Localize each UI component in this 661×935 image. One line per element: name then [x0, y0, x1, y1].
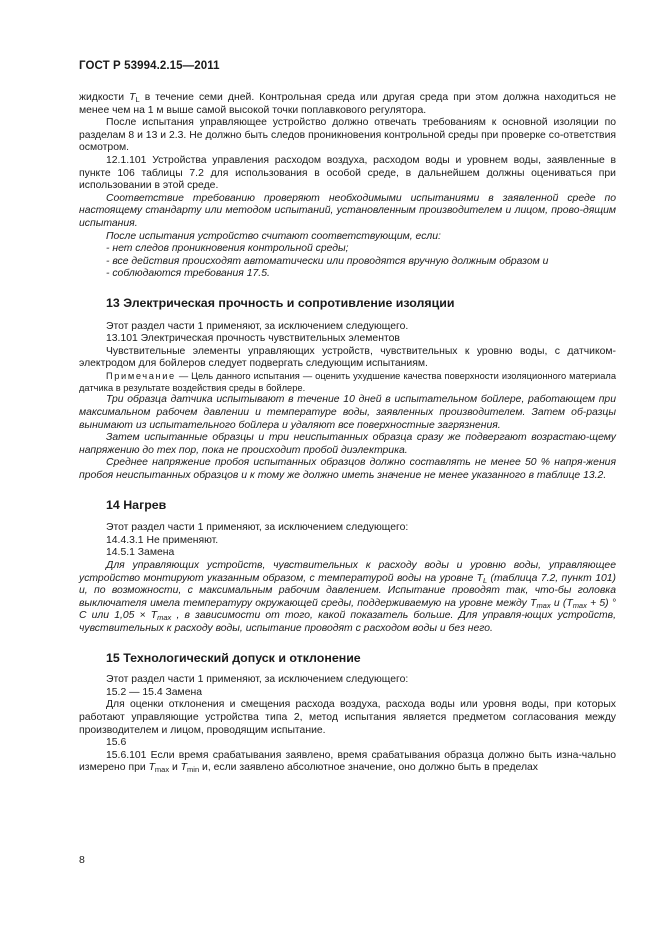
text-run: жидкости: [79, 92, 130, 103]
page-header-standard-number: ГОСТ Р 53994.2.15—2011: [79, 60, 220, 72]
clause-14-5-1: 14.5.1 Замена: [106, 547, 175, 559]
math-symbol: T: [129, 92, 136, 103]
clause-12-1-101: 12.1.101 Устройства управления расходом воздуха, расходом воды и уровнем воды, заявленные в пункте 106 таблицы 7.2 для использования в особой среде, в дальнейшем должны оцениваться при использовании в этой среде.: [79, 154, 616, 192]
paragraph: Этот раздел части 1 применяют, за исключением следующего:: [106, 674, 409, 686]
math-symbol: T: [148, 762, 155, 774]
text-run: и (: [550, 597, 567, 609]
clause-15-6-101: [79, 750, 616, 775]
text-run: + 5) ° С или 1,05 ×: [79, 597, 617, 622]
math-symbol: T: [566, 597, 573, 609]
math-subscript: min: [187, 765, 200, 775]
note-label: Примечание: [106, 370, 176, 381]
text-run: Для управляющих устройств, чувствительных к расходу воды и уровню воды, управляющее устройство монтируют указанным образом, с температурой воды на уровне: [79, 560, 616, 584]
math-subscript: max: [154, 765, 170, 775]
paragraph: После испытания устройство считают соответствующим, если:: [106, 230, 441, 242]
math-subscript: max: [536, 600, 551, 610]
text-run: 15.6.101 Если время срабатывания заявлено, время срабатывания образца должно быть изна-чально измерено при: [79, 749, 616, 774]
list-item: - соблюдаются требования 17.5.: [106, 268, 270, 280]
text-run: (таблица 7.2, пункт 101) и, по возможности, с максимальным рабочим давлением. Испытание проводят так, что-бы головка выключателя имела температуру окружающей среды, поддерживаемую на уровне между: [79, 572, 616, 609]
text-run: и, если заявлено абсолютное значение, оно должно быть в пределах: [199, 762, 538, 774]
list-item: - нет следов проникновения контрольной среды;: [106, 243, 349, 255]
section-14-heading: 14 Нагрев: [106, 497, 167, 512]
math-symbol: T: [150, 610, 158, 622]
paragraph: Этот раздел части 1 применяют, за исключением следующего.: [106, 320, 409, 332]
compliance-paragraph: Соответствие требованию проверяют необходимыми испытаниями в заявленной среде по настоящему стандарту или методом испытаний, установленным производителем и лицом, прово-дящим испытания.: [79, 192, 616, 229]
paragraph: Среднее напряжение пробоя испытанных образцов должно составлять не менее 50 % напря-жения пробоя неиспытанных образцов и к тому же должно иметь значение не менее указанного в таблице 13.2.: [79, 457, 616, 482]
clause-15-6: 15.6: [106, 737, 127, 749]
note-text: — Цель данного испытания — оценить ухудшение качества поверхности изоляционного материала датчика в результате воздействия среды в бойлере.: [79, 370, 616, 393]
list-item: - все действия происходят автоматически или проводятся вручную должным образом и: [106, 255, 549, 267]
math-symbol: T: [476, 572, 483, 584]
document-body: [79, 92, 616, 775]
paragraph: [79, 560, 616, 636]
math-subscript: max: [572, 600, 587, 610]
math-subscript: L: [483, 575, 488, 585]
text-run: и: [169, 762, 181, 774]
note: [79, 371, 616, 395]
paragraph: Этот раздел части 1 применяют, за исключением следующего:: [106, 522, 409, 534]
paragraph: Три образца датчика испытывают в течение 10 дней в испытательном бойлере, работающем при максимальном рабочем давлении и температуре воды, заявленных производителем. Затем об-разцы вынимают из испытательного бойлера и удаляют все поверхностные загрязнения.: [79, 394, 616, 431]
math-subscript: max: [157, 613, 172, 623]
section-15-heading: 15 Технологический допуск и отклонение: [106, 650, 361, 665]
clause-13-101: 13.101 Электрическая прочность чувствительных элементов: [106, 333, 400, 345]
section-13-heading: 13 Электрическая прочность и сопротивление изоляции: [106, 295, 455, 310]
page-number: 8: [79, 854, 85, 866]
paragraph: Для оценки отклонения и смещения расхода воздуха, расхода воды или уровня воды, при которых работают управляющие устройства типа 2, метод испытания является предметом согласования между производителем и лицом, проводящим испытание.: [79, 699, 616, 736]
math-symbol: T: [530, 597, 537, 609]
paragraph: Затем испытанные образцы и три неиспытанных образца сразу же подвергают возрастаю-щему напряжению до тех пор, пока не происходит пробой диэлектрика.: [79, 432, 616, 456]
math-symbol: T: [180, 762, 188, 774]
paragraph: Чувствительные элементы управляющих устройств, чувствительных к уровню воды, с датчиком-электродом для бойлеров следует подвергать следующим испытаниям.: [79, 345, 616, 370]
math-subscript: L: [135, 95, 140, 104]
paragraph: После испытания управляющее устройство должно отвечать требованиям к основной изоляции по разделам 8 и 13 и 2.3. Не должно быть следов проникновения контрольной среды при проверке со-ответствия осмотром.: [79, 117, 616, 154]
paragraph: [79, 92, 616, 117]
clause-15-2-15-4: 15.2 — 15.4 Замена: [106, 686, 202, 698]
text-run: , в зависимости от того, какой показатель больше. Для управля-ющих устройств, чувствительных к расходу воды, испытание проводят с расходом воды и без него.: [79, 610, 616, 634]
text-run: в течение семи дней. Контрольная среда или другая среда при этом должна находиться не менее чем на 1 м выше самой высокой точки поплавкового регулятора.: [79, 92, 616, 116]
clause-14-4-3-1: 14.4.3.1 Не применяют.: [106, 534, 219, 546]
